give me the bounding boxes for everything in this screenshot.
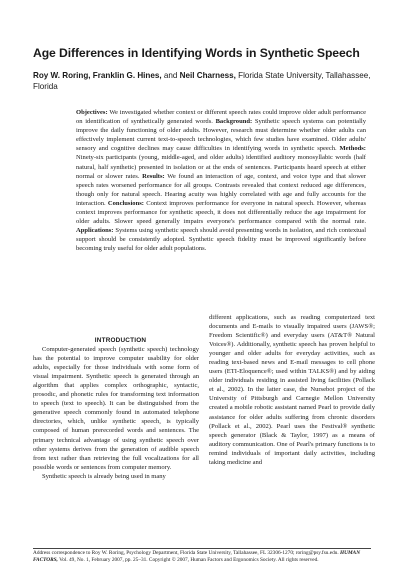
footnote-address: Address correspondence to Roy W. Roring, Psychology Department, Florida State University, Tallahassee, FL 32306-1270; roring@psy.fsu.edu. [33, 550, 339, 556]
abstract [76, 108, 366, 254]
footnote-journal: HUMAN FACTORS, [33, 550, 361, 564]
methods-label: Methods: [339, 145, 366, 153]
objectives-text: We investigated whether context or different speech rates could improve older adult performance on identification of synthetically generated words. [76, 109, 366, 126]
results-text: We found an interaction of age, context, and voice type and that slower speech rates worsened performance for all groups. Contrasts revealed that context reduced age differences, though only for natural speech. Hearing acuity was highly correlated with age and fully accounts for the interaction. [76, 172, 367, 207]
applications-label: Applications: [76, 227, 114, 235]
section-heading-introduction: INTRODUCTION [94, 337, 147, 344]
conclusions-text: Context improves performance for everyone in natural speech. However, whereas context improves performance for synthetic speech, it does not differentially reduce the age impairment for older adults. Slower speed generally impairs everyone's performance compared with the normal rate. [76, 199, 367, 226]
author-and: and [163, 71, 178, 80]
right-column [209, 313, 375, 467]
background-text: Synthetic speech systems can potentially improve the daily functioning of older adults. However, research must determine whether older adults can effectively implement current text-to-speech technologies, which few studies have examined. Older adults' sensory and cognitive declines may cause difficulties in identifying words in synthetic speech. [76, 118, 366, 153]
footnote-citation: Vol. 49, No. 1, February 2007, pp. 25–31. Copyright © 2007, Human Factors and Ergonomics Society. All rights reserved. [59, 557, 319, 564]
footnote-rule [33, 548, 371, 549]
applications-text: Systems using synthetic speech should avoid presenting words in isolation, and rich contextual support should be consistently adopted. Synthetic speech fidelity must be improved significantly before becoming truly useful for older adult populations. [76, 227, 367, 253]
author-names: Roy W. Roring, Franklin G. Hines, [33, 71, 162, 80]
author-last: Neil Charness, [179, 71, 236, 80]
methods-text: Ninety-six participants (young, middle-aged, and older adults) identified auditory monosyllabic words (half natural, half synthetic) presented in isolation or at the ends of sentences. Participants heard speech at either normal or slower rates. [76, 154, 366, 180]
author-line [33, 70, 378, 92]
left-column [33, 336, 199, 481]
article-title: Age Differences in Identifying Words in Synthetic Speech [33, 46, 360, 60]
left-paragraph-1: Computer-generated speech (synthetic speech) technology has the potential to improve computer usability for older adults, especially for those individuals with some form of visual impairment. Synthetic speech is generated through an algorithm that applies complex orthographic, syntactic, prosodic, and phonetic rules for transforming text information to speech (text to speech). It can be distinguished from the generative speech commonly found in automated telephone directories, which, unlike synthetic speech, is typically composed of human prerecorded words and sentences. The primary technical advantage of using synthetic speech over other systems derives from the generation of audible speech from text rather than retrieving the full vocalizations for all possible words or sentences from computer memory. [33, 346, 199, 471]
background-label: Background: [215, 118, 253, 126]
right-paragraph-1: different applications, such as reading computerized text documents and E-mails to visually impaired users (JAWS®; Freedom Scientific®) and everyday users (AT&T® Natural Voices®). Additionally, synthetic speech has proven helpful to younger and older adults for everyday activities, such as reading text-based news and E-mail messages to cell phone users (ETI-Eloquence®; used within TALKS®) and by aiding older individuals residing in assisted living facilities (Pollack et al., 2002). In the latter case, the Nursebot project of the University of Pittsburgh and Carnegie Mellon University created a mobile robotic assistant named Pearl to provide daily assistance for older adults suffering from chronic disorders (Pollack et al., 2002). Pearl uses the Festival® synthetic speech generator (Black & Taylor, 1997) as a means of auditory communication. One of Pearl's primary functions is to remind individuals of important daily activities, including taking medicine and [209, 314, 375, 466]
objectives-label: Objectives: [76, 109, 108, 116]
left-paragraph-2: Synthetic speech is already being used in many [42, 472, 166, 480]
results-label: Results: [142, 172, 165, 180]
footnote [33, 550, 373, 564]
author-affiliation: Florida State University, Tallahassee, Florida [33, 71, 371, 91]
conclusions-label: Conclusions: [107, 199, 144, 207]
